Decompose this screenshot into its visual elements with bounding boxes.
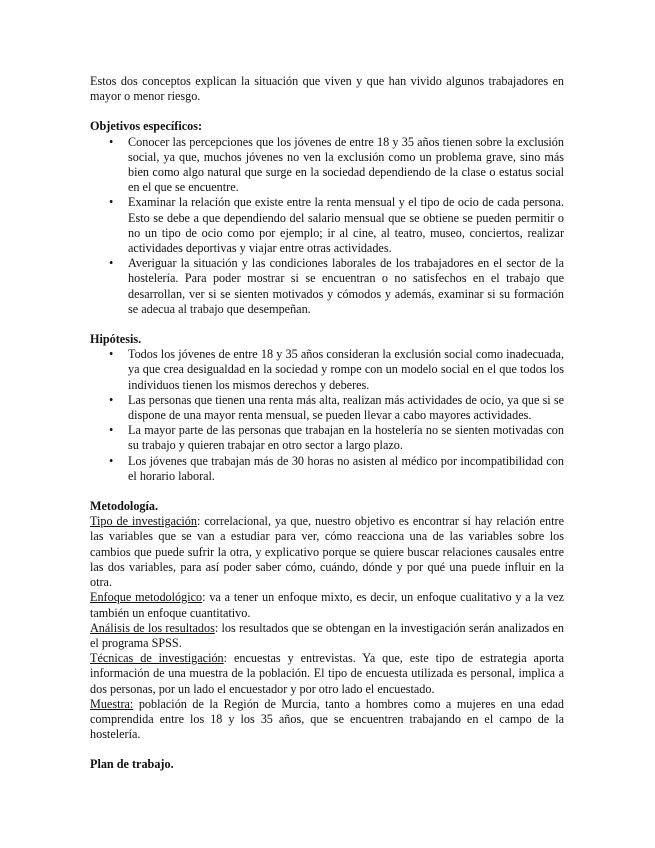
list-item: • Averiguar la situación y las condiciones laborales de los trabajadores en el sector de la hostelería. Para poder mostrar si se encuentran o no satisfechos en el trabajo que desarrollan, ver si se sienten motivados y cómodos y además, examinar si su formación se adecua al trabajo que desempeñan. <box>109 256 564 316</box>
enfoque-label: Enfoque metodológico <box>90 590 203 605</box>
intro-paragraph: Estos dos conceptos explican la situación que viven y que han vivido algunos trabajadores en mayor o menor riesgo. <box>90 74 564 104</box>
analisis-label: Análisis de los resultados <box>90 620 215 635</box>
list-item: • Todos los jóvenes de entre 18 y 35 años consideran la exclusión social como inadecuada, ya que crea desigualdad en la sociedad y rompe con un modelo social en el que todos los individuos tienen los mismos derechos y deberes. <box>109 347 564 392</box>
list-item: • Conocer las percepciones que los jóvenes de entre 18 y 35 años tienen sobre la exclusión social, ya que, muchos jóvenes no ven la exclusión como un problema grave, sino más bien como algo natural que surge en la sociedad dependiendo de la clase o estatus social en el que se encuentre. <box>109 134 564 195</box>
enfoque-paragraph: Enfoque metodológico: va a tener un enfoque mixto, es decir, un enfoque cualitativo y a la vez también un enfoque cuantitativo. <box>90 590 564 620</box>
tipo-label: Tipo de investigación <box>90 514 197 529</box>
bullet-icon: • <box>109 134 114 149</box>
tecnicas-label: Técnicas de investigación <box>90 651 224 666</box>
bullet-icon: • <box>109 392 114 407</box>
bullet-icon: • <box>109 347 114 362</box>
muestra-paragraph: Muestra: población de la Región de Murcia, tanto a hombres como a mujeres en una edad comprendida entre los 18 y los 35 años, que se encuentren trabajando en el campo de la hostelería. <box>90 696 564 742</box>
bullet-icon: • <box>109 423 114 438</box>
bullet-icon: • <box>109 195 114 210</box>
tecnicas-paragraph: Técnicas de investigación: encuestas y entrevistas. Ya que, este tipo de estrategia aporta información de una muestra de la población. El tipo de encuesta utilizada es personal, implica a dos personas, por un lado el encuestador y por otro lado el encuestado. <box>90 651 565 696</box>
metodologia-heading: Metodología. <box>90 499 159 514</box>
document-page <box>90 74 564 773</box>
plan-heading: Plan de trabajo. <box>90 757 174 772</box>
list-item: • Examinar la relación que existe entre la renta mensual y el tipo de ocio de cada persona. Esto se debe a que dependiendo del salario mensual que se obtiene se pueden permitir o no un tipo de ocio como por ejemplo; ir al cine, al teatro, museo, conciertos, realizar actividades deportivas y viajar entre otras actividades. <box>109 195 564 256</box>
muestra-label: Muestra: <box>90 696 134 711</box>
objetivos-list <box>90 135 564 317</box>
hipotesis-list <box>90 347 564 484</box>
list-item: • Los jóvenes que trabajan más de 30 horas no asisten al médico por incompatibilidad con el horario laboral. <box>109 453 564 483</box>
bullet-icon: • <box>109 256 114 271</box>
list-item: • La mayor parte de las personas que trabajan en la hostelería no se sienten motivadas con su trabajo y quieren trabajar en otro sector a largo plazo. <box>109 423 564 453</box>
objetivos-heading: Objetivos específicos: <box>90 119 203 134</box>
bullet-icon: • <box>109 453 114 468</box>
analisis-paragraph: Análisis de los resultados: los resultados que se obtengan en la investigación serán analizados en el programa SPSS. <box>90 620 565 650</box>
hipotesis-heading: Hipótesis. <box>90 332 142 347</box>
tipo-paragraph: Tipo de investigación: correlacional, ya que, nuestro objetivo es encontrar si hay relación entre las variables que se van a estudiar para ver, cómo reacciona una de las variables sobre los cambios que puede sufrir la otra, y explicativo porque se quiere buscar relaciones causales entre las dos variables, para así poder saber cómo, cuándo, dónde y por qué una puede influir en la otra. <box>90 514 565 590</box>
list-item: • Las personas que tienen una renta más alta, realizan más actividades de ocio, ya que si se dispone de una mayor renta mensual, se pueden llevar a cabo mayores actividades. <box>109 392 564 423</box>
